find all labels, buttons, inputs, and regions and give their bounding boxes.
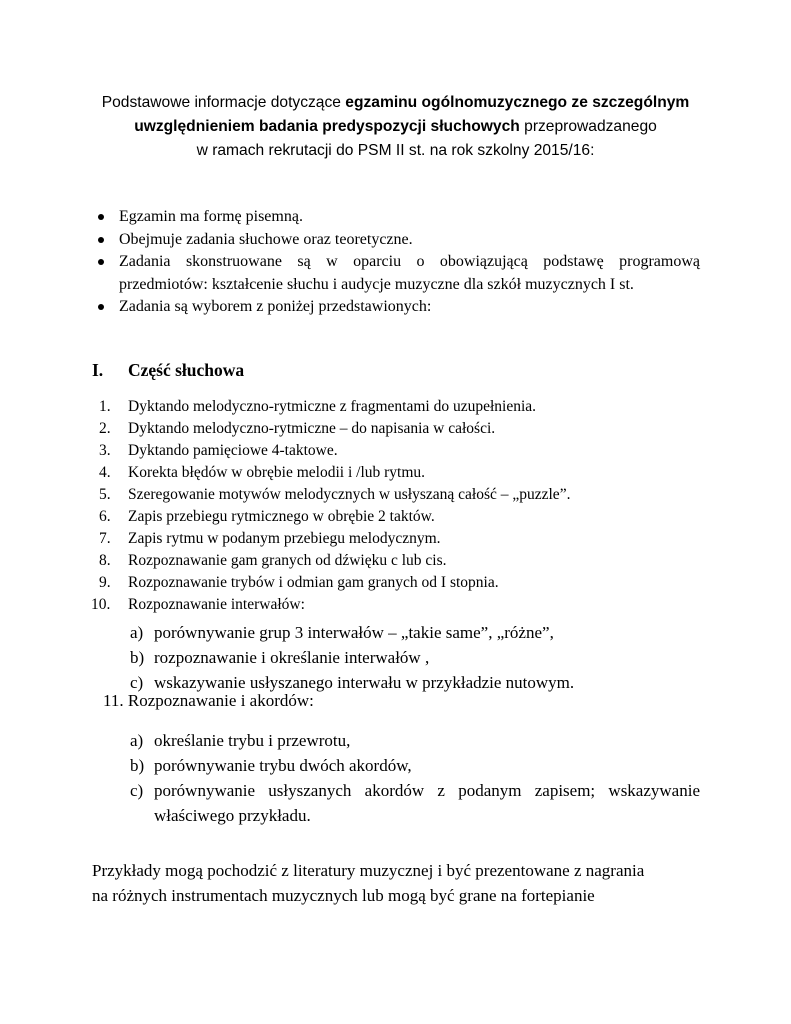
subtask-letter: a) [130,731,144,750]
subtask-text: określanie trybu i przewrotu, [154,731,351,750]
header-line-3: w ramach rekrutacji do PSM II st. na rok szkolny 2015/16: [196,142,595,159]
header-line-2 [60,115,731,139]
subtask-item [130,620,700,645]
task-item [96,484,716,506]
subtask-item [130,728,700,753]
task-item [96,440,716,462]
closing-line-1: Przykłady mogą pochodzić z literatury muzycznej i być prezentowane z nagrania [92,861,645,880]
subtask-text: porównywanie grup 3 interwałów – „takie same”, „różne”, [154,623,554,642]
task-text: Korekta błędów w obrębie melodii i /lub rytmu. [128,464,426,481]
subtask-text: wskazywanie usłyszanego interwału w przykładzie nutowym. [154,673,575,692]
task-text: Rozpoznawanie trybów i odmian gam granych od I stopnia. [128,574,499,591]
subtask-item [130,778,700,828]
task-number: 10. [91,596,111,613]
document-header [60,91,731,163]
task-text: Zapis przebiegu rytmicznego w obrębie 2 taktów. [128,508,435,525]
task-text: Dyktando melodyczno-rytmiczne – do napisania w całości. [128,420,496,437]
task-number: 5. [99,486,111,503]
task-number: 3. [99,442,111,459]
interval-subtask-list [130,620,700,695]
section-heading [92,360,244,381]
bullet-item-line-2: przedmiotów: kształcenie słuchu i audycje muzyczne dla szkół muzycznych I st. [119,275,634,293]
bullet-item: Zadania są wyborem z poniżej przedstawionych: [96,296,700,319]
task-item [96,462,716,484]
task-text: Dyktando melodyczno-rytmiczne z fragmentami do uzupełnienia. [128,398,537,415]
subtask-item [130,645,700,670]
closing-line-2: na różnych instrumentach muzycznych lub mogą być grane na fortepianie [92,886,595,905]
task-number: 9. [99,574,111,591]
task-number: 11. [103,691,124,710]
subtask-letter: c) [130,673,144,692]
task-item [96,396,716,418]
task-item [96,528,716,550]
subtask-letter: b) [130,756,145,775]
task-text: Szeregowanie motywów melodycznych w usłyszaną całość – „puzzle”. [128,486,571,503]
task-text: Zapis rytmu w podanym przebiegu melodycznym. [128,530,441,547]
subtask-item [130,753,700,778]
subtask-letter: c) [130,781,144,800]
subtask-letter: b) [130,648,145,667]
task-item [91,594,716,616]
header-line-1-normal: Podstawowe informacje dotyczące [101,94,346,111]
task-number: 1. [99,398,111,415]
task-text: Dyktando pamięciowe 4-taktowe. [128,442,338,459]
header-line-1-bold: egzaminu ogólnomuzycznego ze szczególnym [345,94,690,111]
info-bullet-list [96,206,700,319]
subtask-text-line-1: porównywanie usłyszanych akordów z podanym zapisem; wskazywanie [154,781,700,800]
subtask-text: rozpoznawanie i określanie interwałów , [154,648,430,667]
header-line-2-normal: przeprowadzanego [519,118,657,135]
task-text: Rozpoznawanie interwałów: [128,596,305,613]
bullet-item: Obejmuje zadania słuchowe oraz teoretyczne. [96,229,700,252]
subtask-text-line-2: właściwego przykładu. [154,806,311,825]
chord-subtask-list [130,728,700,828]
section-number: I. [92,360,104,380]
bullet-item [96,251,700,296]
header-line-2-bold: uwzględnieniem badania predyspozycji słuchowych [134,118,520,135]
task-text: Rozpoznawanie gam granych od dźwięku c lub cis. [128,552,447,569]
bullet-item-line-1: Zadania skonstruowane są w oparciu o obowiązującą podstawę programową [119,253,700,270]
subtask-text: porównywanie trybu dwóch akordów, [154,756,412,775]
task-number: 2. [99,420,111,437]
header-line-1 [60,91,731,115]
task-number: 4. [99,464,111,481]
task-item [96,506,716,528]
task-item [96,572,716,594]
task-item [96,418,716,440]
task-number: 8. [99,552,111,569]
closing-paragraph [92,858,712,908]
task-item [96,550,716,572]
bullet-item: Egzamin ma formę pisemną. [96,206,700,229]
task-item-11 [103,691,314,711]
task-number: 7. [99,530,111,547]
task-list [91,396,716,616]
subtask-letter: a) [130,623,144,642]
section-title: Część słuchowa [128,360,245,380]
task-number: 6. [99,508,111,525]
task-text: Rozpoznawanie i akordów: [127,691,314,710]
